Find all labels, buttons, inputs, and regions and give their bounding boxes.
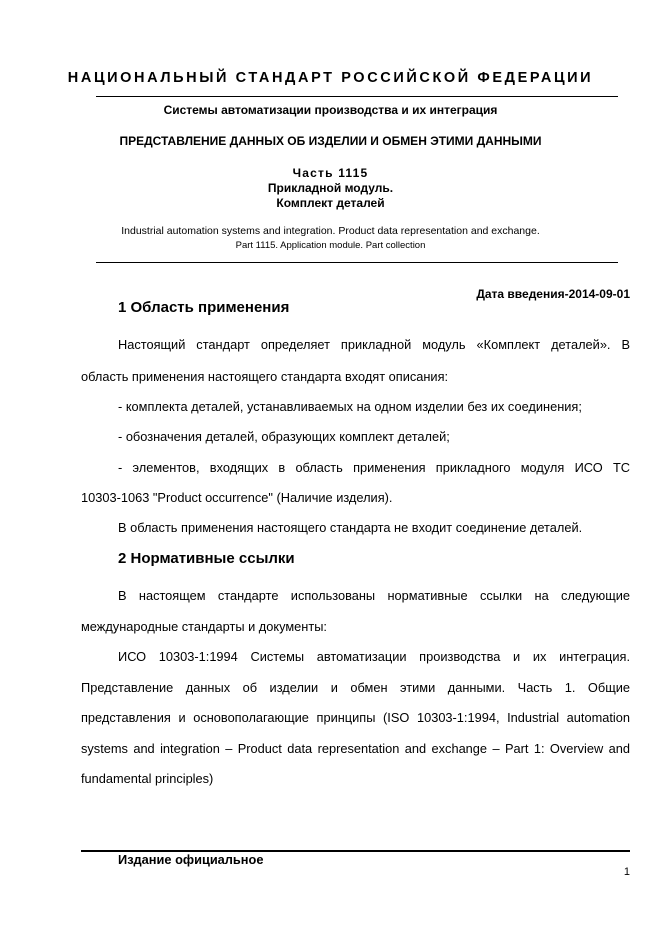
introduction-date: Дата введения-2014-09-01 [476,287,630,301]
part-name-line-1: Прикладной модуль. [267,181,394,195]
english-title: Industrial automation systems and integration. Product data representation and exchange. [121,225,540,237]
header-rule [96,262,618,263]
section-2-paragraph-line: международные стандарты и документы: [81,619,327,634]
section-2-heading: 2 Нормативные ссылки [118,550,295,567]
section-1-paragraph-line: Настоящий стандарт определяет прикладной модуль «Комплект деталей». В [118,337,630,352]
document-title: ПРЕДСТАВЛЕНИЕ ДАННЫХ ОБ ИЗДЕЛИИ И ОБМЕН ЭТИМИ ДАННЫМИ [119,134,542,148]
page-number: 1 [623,866,630,878]
subtitle: Системы автоматизации производства и их интеграция [163,103,498,117]
english-part-title: Part 1115. Application module. Part collection [235,240,426,251]
section-2-paragraph-line: В настоящем стандарте использованы нормативные ссылки на следующие [118,588,630,603]
part-number: Часть 1115 [292,166,369,180]
edition-label: Издание официальное [118,852,264,867]
part-name-line-2: Комплект деталей [276,196,385,210]
scope-list-item: - обозначения деталей, образующих комплект деталей; [118,429,450,444]
normative-reference-line: Представление данных об изделии и обмен этими данными. Часть 1. Общие [81,680,630,695]
normative-reference-line: fundamental principles) [81,771,214,786]
section-1-exclusion: В область применения настоящего стандарта не входит соединение деталей. [118,520,583,535]
scope-list-item: - элементов, входящих в область применения прикладного модуля ИСО ТС [118,460,630,475]
normative-reference-line: представления и основополагающие принципы (ISO 10303-1:1994, Industrial automation [81,710,630,725]
top-rule [96,96,618,97]
standard-title: НАЦИОНАЛЬНЫЙ СТАНДАРТ РОССИЙСКОЙ ФЕДЕРАЦИИ [67,70,594,86]
section-1-heading: 1 Область применения [118,299,290,316]
scope-list-item: - комплекта деталей, устанавливаемых на одном изделии без их соединения; [118,399,582,414]
section-1-paragraph-line: область применения настоящего стандарта входят описания: [81,369,449,384]
normative-reference-line: systems and integration – Product data representation and exchange – Part 1: Overview and [81,741,630,756]
scope-list-item-continuation: 10303-1063 "Product occurrence" (Наличие изделия). [81,490,393,505]
normative-reference-line: ИСО 10303-1:1994 Системы автоматизации производства и их интеграция. [118,649,630,664]
